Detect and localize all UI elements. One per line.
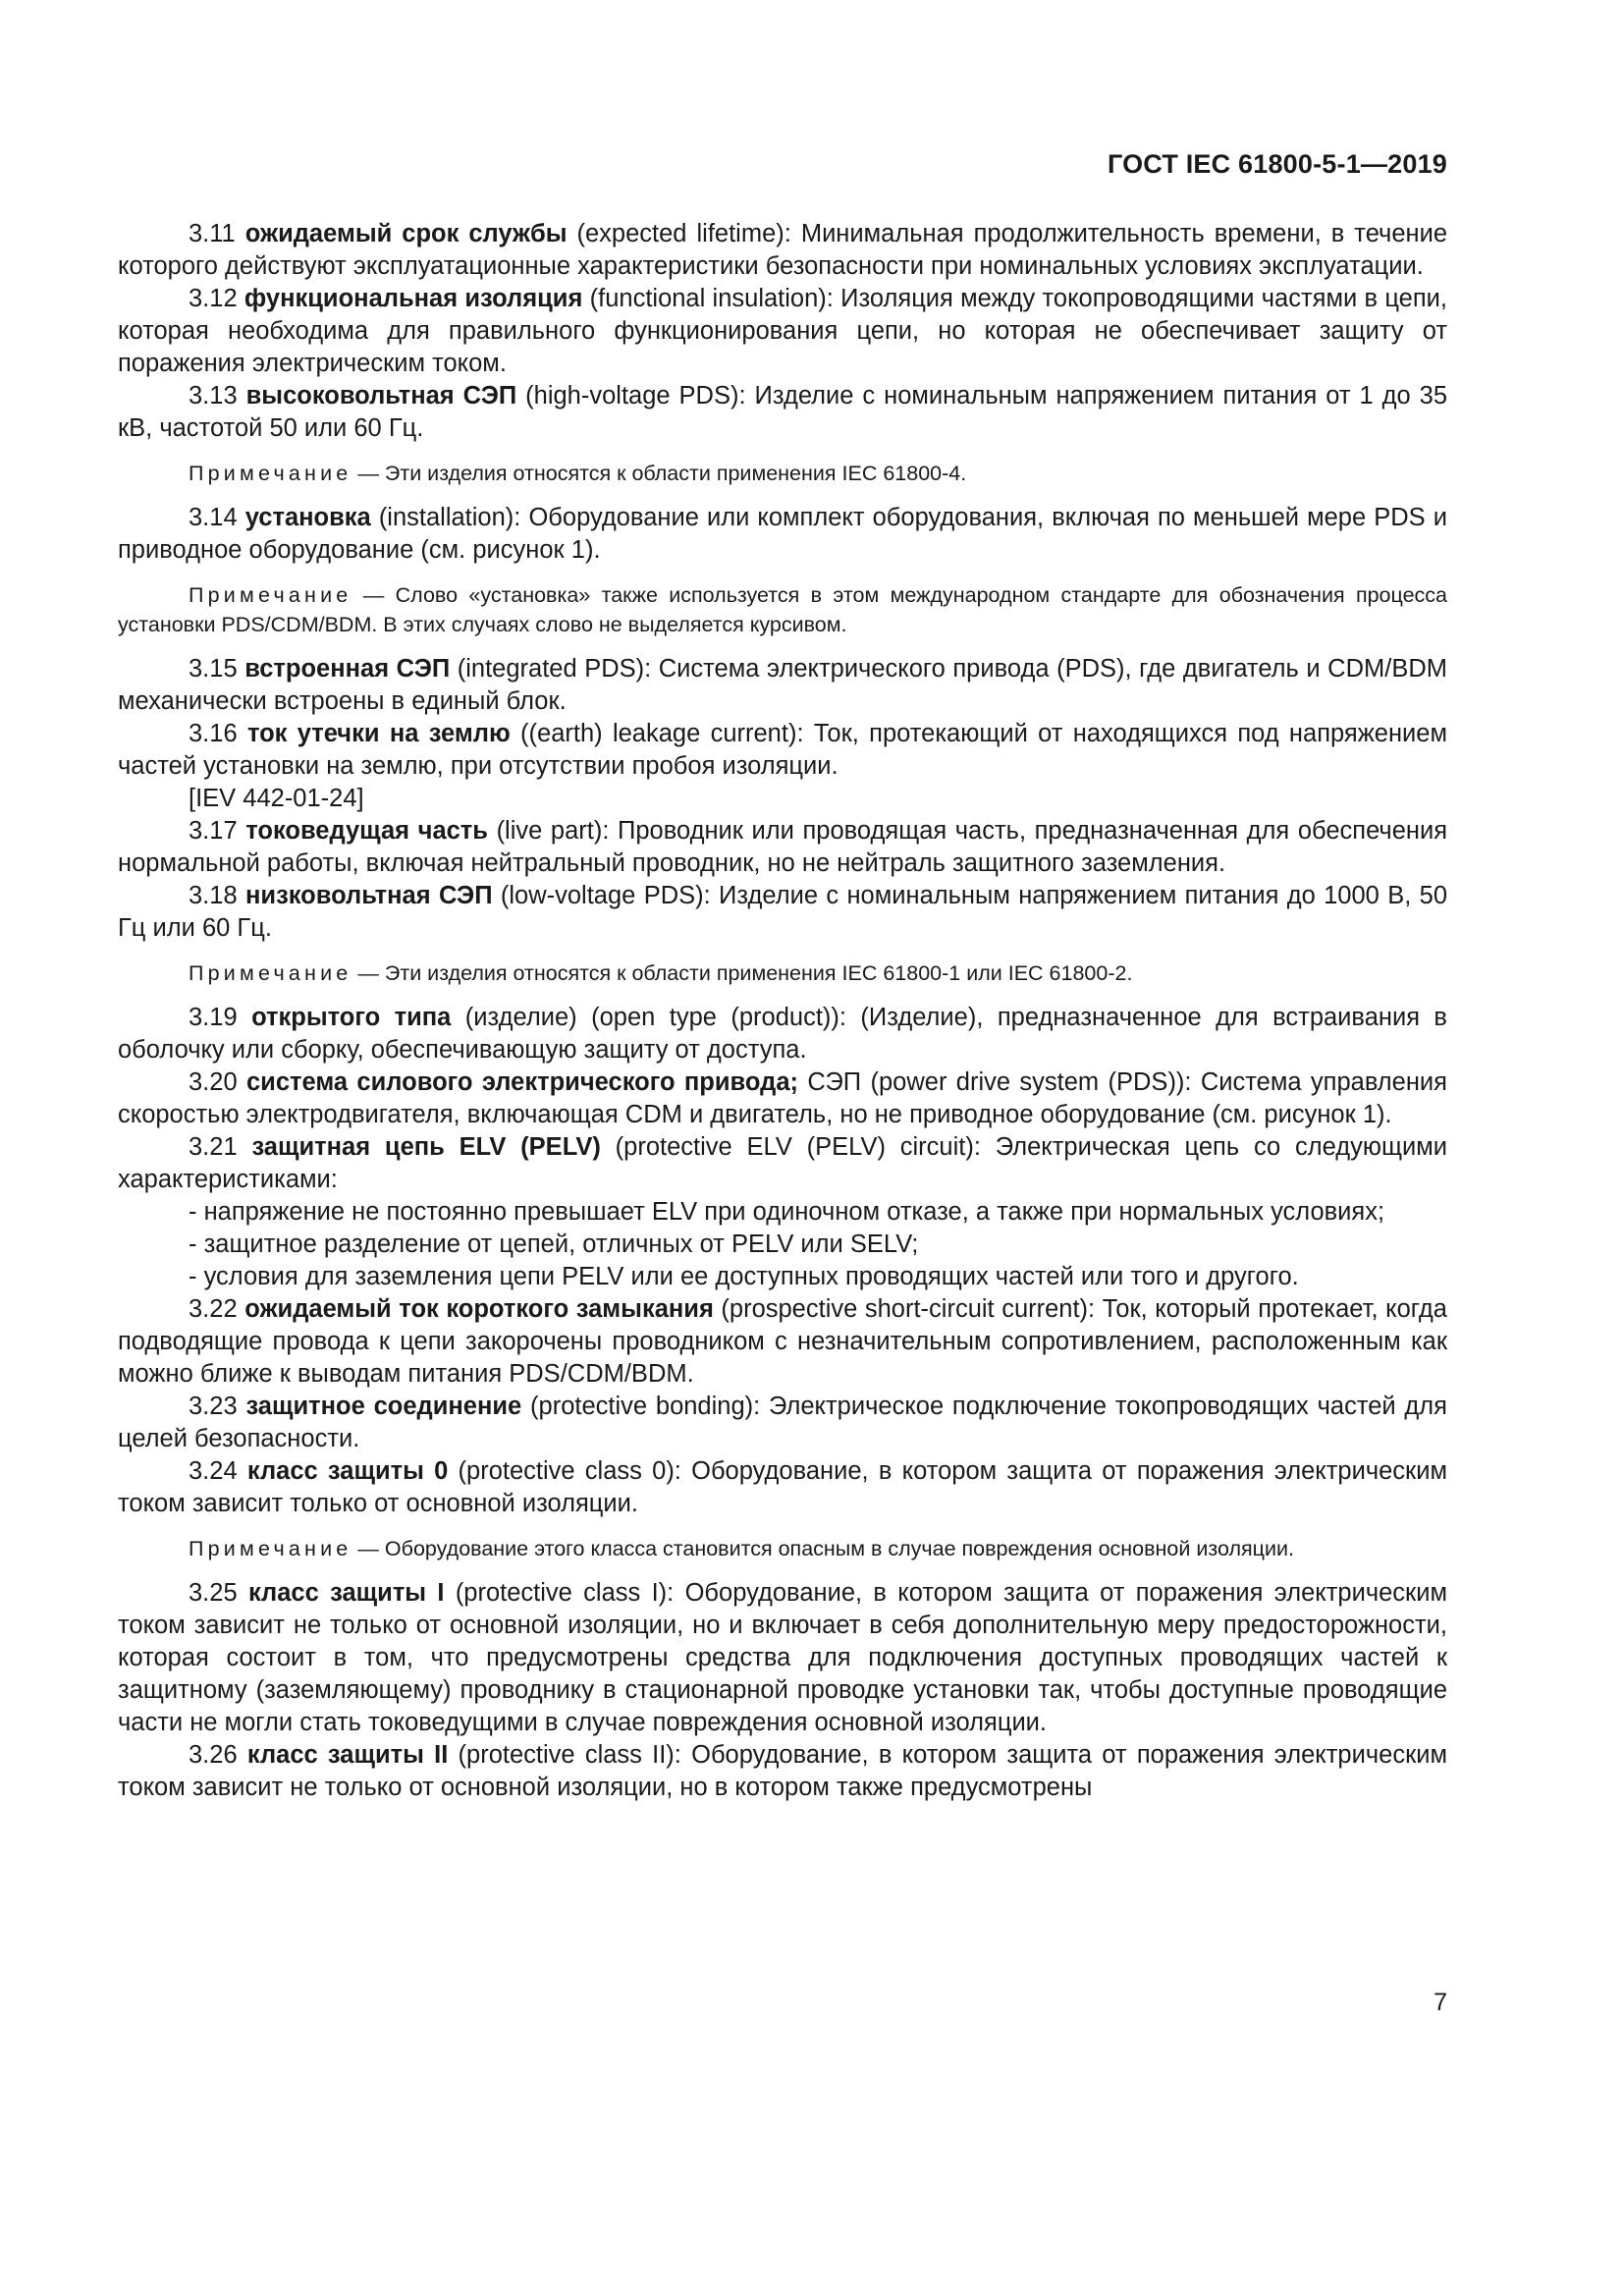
note <box>118 459 1447 488</box>
term-text: (protective class 0): Оборудование, в котором защита от поражения электрическим током зависит только от основной изоляции. <box>118 1457 1447 1517</box>
note-text: — Эти изделия относятся к области применения IEC 61800-4. <box>352 462 967 485</box>
term-text: (prospective short-circuit current): Ток, который протекает, когда подводящие провода к цепи закорочены проводником с незначительным сопротивлением, расположенным как можно ближе к выводам питания PDS/CDM/BDM. <box>118 1295 1447 1388</box>
note-label: Примечание <box>189 1537 352 1560</box>
term-definition <box>118 1066 1447 1131</box>
note-text: — Слово «установка» также используется в этом международном стандарте для обозначения процесса установки PDS/CDM/BDM. В этих случаях слово не выделяется курсивом. <box>118 583 1447 636</box>
list-item: - напряжение не постоянно превышает ELV при одиночном отказе, а также при нормальных условиях; <box>189 1198 1385 1226</box>
term-text: (protective class II): Оборудование, в котором защита от поражения электрическим током зависит не только от основной изоляции, но в котором также предусмотрены <box>118 1741 1447 1801</box>
term-text: (изделие) (open type (product)): (Изделие), предназначенное для встраивания в оболочку или сборку, обеспечивающую защиту от доступа. <box>118 1004 1447 1064</box>
term-name: открытого типа <box>251 1004 452 1031</box>
term-definition <box>118 1002 1447 1066</box>
term-number: 3.16 <box>189 720 238 747</box>
term-name: защитная цепь ELV (PELV) <box>251 1133 601 1161</box>
term-number: 3.19 <box>189 1004 238 1031</box>
source-reference: [IEV 442-01-24] <box>189 785 364 812</box>
term-number: 3.21 <box>189 1133 238 1161</box>
term-number: 3.22 <box>189 1295 238 1323</box>
term-definition <box>118 718 1447 783</box>
term-number: 3.23 <box>189 1393 238 1420</box>
list-item: - защитное разделение от цепей, отличных от PELV или SELV; <box>189 1230 919 1258</box>
note-text: — Оборудование этого класса становится опасным в случае повреждения основной изоляции. <box>352 1537 1294 1560</box>
term-text: (live part): Проводник или проводящая часть, предназначенная для обеспечения нормальной работы, включая нейтральный проводник, но не нейтраль защитного заземления. <box>118 817 1448 877</box>
term-name: встроенная СЭП <box>244 655 451 683</box>
term-number: 3.15 <box>189 655 238 683</box>
term-text: (expected lifetime): Минимальная продолжительность времени, в течение которого действуют эксплуатационные характеристики безопасности при номинальных условиях эксплуатации. <box>118 220 1448 280</box>
term-name: низковольтная СЭП <box>245 882 493 909</box>
term-definition <box>118 815 1447 880</box>
term-number: 3.12 <box>189 285 238 312</box>
term-text: ((earth) leakage current): Ток, протекающий от находящихся под напряжением частей установки на землю, при отсутствии пробоя изоляции. <box>118 720 1447 780</box>
term-text: (protective class I): Оборудование, в котором защита от поражения электрическим током зависит не только от основной изоляции, но и включает в себя дополнительную меру предосторожности, которая состоит в том, что предусмотрены средства для подключения доступных проводящих частей к защитному (заземляющему) проводнику в стационарной проводке установки так, чтобы доступные проводящие части не могли стать токоведущими в случае повреждения основной изоляции. <box>118 1579 1447 1736</box>
term-name: ожидаемый срок службы <box>244 220 568 247</box>
note <box>118 958 1447 988</box>
term-text: (protective ELV (PELV) circuit): Электрическая цепь со следующими характеристиками: <box>118 1133 1447 1193</box>
term-definition <box>118 380 1447 445</box>
term-number: 3.17 <box>189 817 238 845</box>
document-body <box>118 218 1447 1804</box>
term-number: 3.13 <box>189 382 238 410</box>
term-name: система силового электрического привода; <box>246 1068 798 1096</box>
term-name: защитное соединение <box>245 1393 522 1420</box>
term-definition <box>118 283 1447 380</box>
term-number: 3.24 <box>189 1457 238 1485</box>
term-definition <box>118 1293 1447 1391</box>
term-number: 3.20 <box>189 1068 238 1096</box>
term-text: (high-voltage PDS): Изделие с номинальным напряжением питания от 1 до 35 кВ, частотой 50 или 60 Гц. <box>118 382 1448 442</box>
term-name: класс защиты I <box>247 1579 445 1607</box>
term-definition <box>118 218 1447 283</box>
note-label: Примечание <box>189 462 352 485</box>
term-name: токоведущая часть <box>245 817 488 845</box>
list-item: - условия для заземления цепи PELV или ее доступных проводящих частей или того и другого. <box>189 1263 1299 1290</box>
term-number: 3.18 <box>189 882 238 909</box>
note-label: Примечание <box>189 961 352 985</box>
term-definition <box>118 653 1447 718</box>
term-name: класс защиты II <box>246 1741 449 1769</box>
term-definition <box>118 1739 1447 1804</box>
term-name: ток утечки на землю <box>246 720 511 747</box>
term-number: 3.11 <box>189 220 236 247</box>
term-name: установка <box>244 504 371 531</box>
term-definition <box>118 1391 1447 1455</box>
term-number: 3.14 <box>189 504 238 531</box>
note-text: — Эти изделия относятся к области применения IEC 61800-1 или IEC 61800-2. <box>352 961 1133 985</box>
term-number: 3.26 <box>189 1741 238 1769</box>
term-number: 3.25 <box>189 1579 238 1607</box>
term-text: (functional insulation): Изоляция между токопроводящими частями в цепи, которая необходима для правильного функционирования цепи, но которая не обеспечивает защиту от поражения электрическим током. <box>118 285 1447 377</box>
term-name: функциональная изоляция <box>243 285 583 312</box>
term-text: (protective bonding): Электрическое подключение токопроводящих частей для целей безопасности. <box>118 1393 1447 1452</box>
term-name: класс защиты 0 <box>246 1457 449 1485</box>
term-definition <box>118 502 1447 567</box>
page-number: 7 <box>1434 1989 1447 2016</box>
term-definition <box>118 1131 1447 1196</box>
term-text: (low-voltage PDS): Изделие с номинальным напряжением питания до 1000 В, 50 Гц или 60 Гц. <box>118 882 1448 942</box>
term-name: ожидаемый ток короткого замыкания <box>244 1295 714 1323</box>
term-definition <box>118 1455 1447 1520</box>
note-label: Примечание <box>189 583 352 607</box>
term-definition <box>118 880 1447 945</box>
term-definition <box>118 1577 1447 1739</box>
note <box>118 1534 1447 1563</box>
term-text: (installation): Оборудование или комплект оборудования, включая по меньшей мере PDS и приводное оборудование (см. рисунок 1). <box>118 504 1448 564</box>
document-header: ГОСТ IEC 61800-5-1—2019 <box>1107 149 1447 179</box>
term-text: СЭП (power drive system (PDS)): Система управления скоростью электродвигателя, включающая CDM и двигатель, но не приводное оборудование (см. рисунок 1). <box>118 1068 1447 1128</box>
note <box>118 580 1447 639</box>
term-text: (integrated PDS): Система электрического привода (PDS), где двигатель и CDM/BDM механически встроены в единый блок. <box>118 655 1447 715</box>
term-name: высоковольтная СЭП <box>245 382 517 410</box>
